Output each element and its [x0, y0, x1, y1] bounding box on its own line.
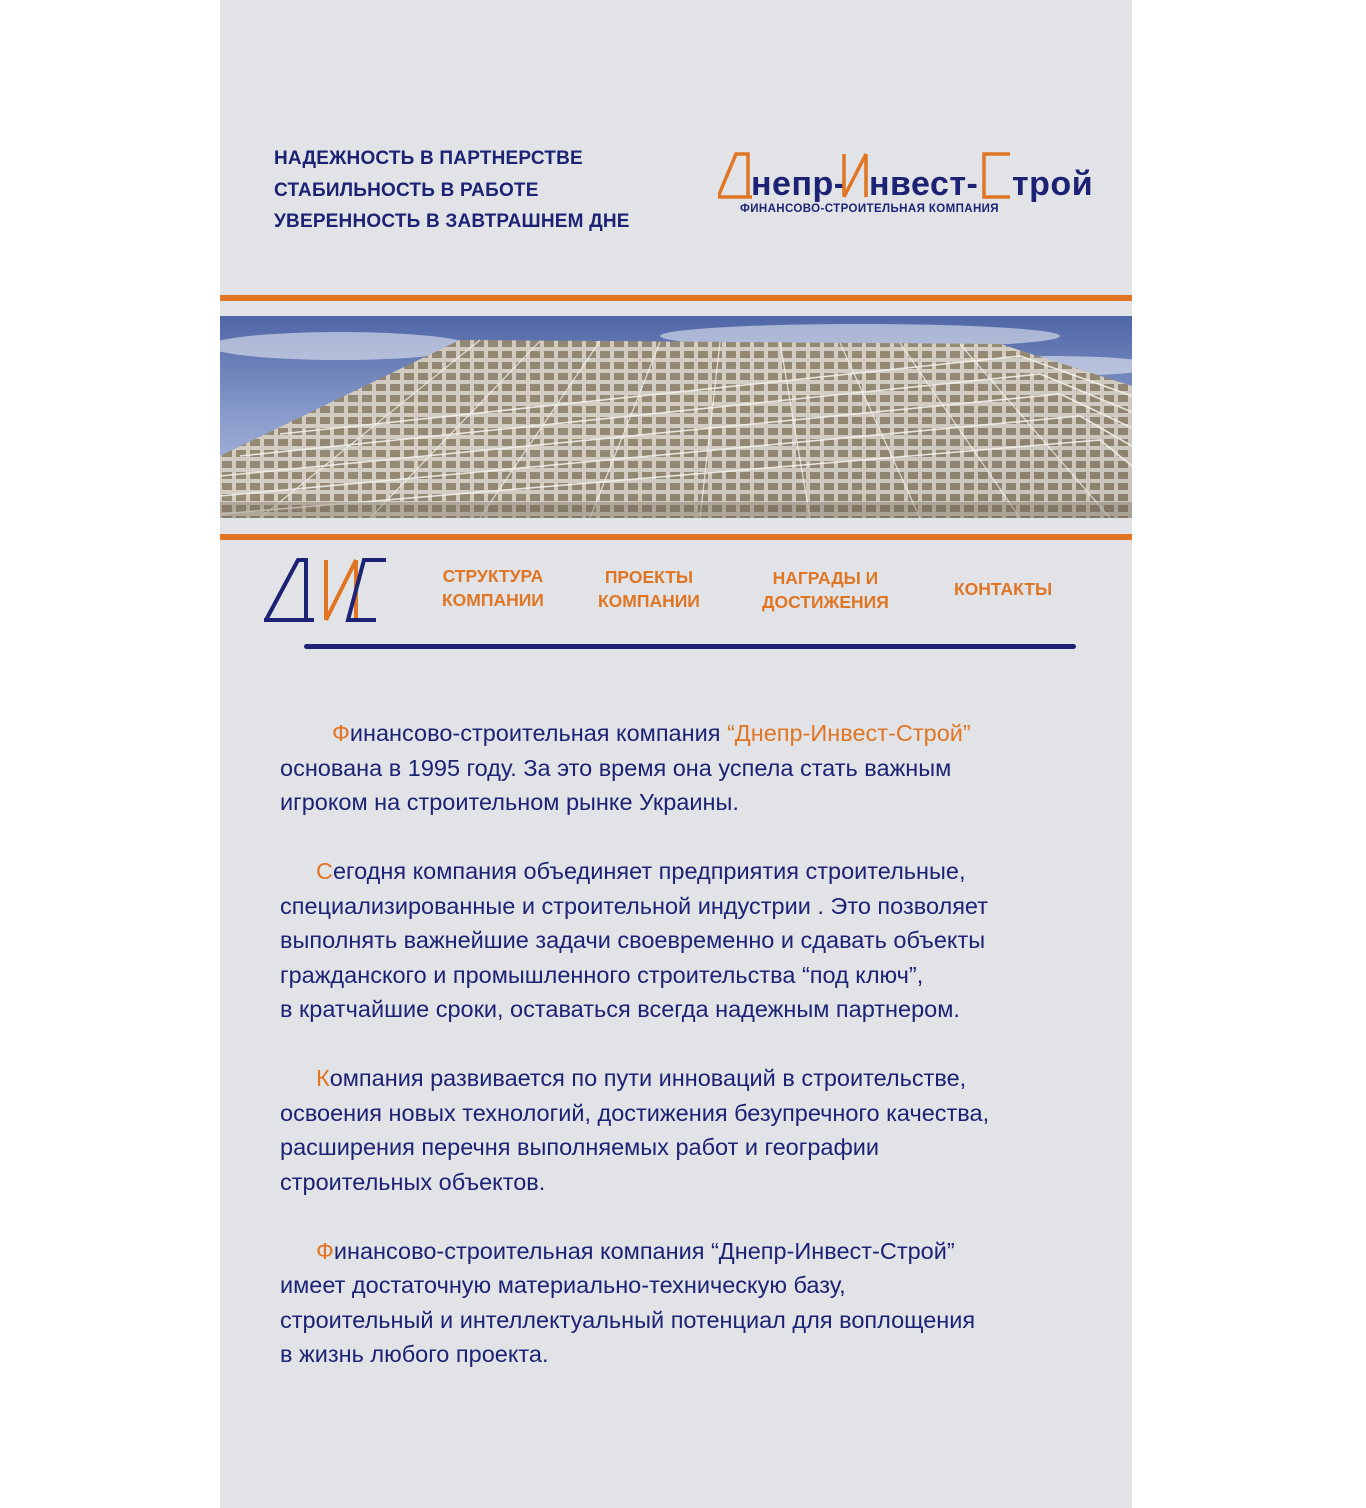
- text-line: освоения новых технологий, достижения безупречного качества,: [280, 1099, 990, 1126]
- nav-label-line: КОМПАНИИ: [442, 590, 544, 610]
- nav-label-line: ДОСТИЖЕНИЯ: [762, 592, 889, 612]
- text-line: основана в 1995 году. За это время она успела стать важным: [280, 754, 952, 781]
- paragraph-innovation: [280, 1061, 1100, 1199]
- text-line: [280, 716, 1100, 751]
- nav-logo-mark[interactable]: [264, 550, 390, 626]
- divider-bottom: [220, 534, 1132, 540]
- building-banner-image: [220, 316, 1132, 518]
- nav-label-line: КОМПАНИИ: [598, 591, 700, 611]
- dis-monogram-icon: [264, 550, 390, 626]
- svg-text:непр-: непр-: [751, 165, 846, 203]
- nav-label-line: КОНТАКТЫ: [954, 579, 1053, 599]
- company-name-highlight: “Днепр-Инвест-Строй”: [726, 720, 971, 746]
- text-line: игроком на строительном рынке Украины.: [280, 789, 739, 815]
- text-line: в жизнь любого проекта.: [280, 1341, 549, 1367]
- text-line: строительных объектов.: [280, 1168, 546, 1195]
- text-line: имеет достаточную материально-техническую базу,: [280, 1272, 846, 1298]
- paragraph-about: [280, 716, 1100, 820]
- text-fragment: омпания развивается по пути инноваций в строительстве,: [329, 1065, 967, 1091]
- slogan-line: СТАБИЛЬНОСТЬ В РАБОТЕ: [274, 179, 539, 201]
- text-fragment: егодня компания объединяет предприятия строительные,: [332, 858, 966, 884]
- svg-text:нвест-: нвест-: [869, 165, 979, 203]
- text-line: гражданского и промышленного строительства “под ключ”,: [280, 961, 924, 988]
- text-line: строительный и интеллектуальный потенциал для воплощения: [280, 1306, 976, 1333]
- building-photo: [220, 316, 1132, 518]
- drop-cap: Ф: [316, 1237, 334, 1264]
- header-slogans: [274, 143, 630, 238]
- main-content: [280, 716, 1100, 1406]
- paragraph-resources: [280, 1234, 1100, 1372]
- page: [220, 0, 1132, 1508]
- text-line: специализированные и строительной индустрии . Это позволяет: [280, 892, 988, 919]
- nav-label-line: НАГРАДЫ И: [772, 568, 879, 588]
- paragraph-today: [280, 854, 1100, 1027]
- company-logo-wordmark: [718, 140, 1118, 204]
- nav-item-projects[interactable]: [598, 565, 700, 613]
- text-fragment: инансово-строительная компания: [349, 720, 727, 746]
- nav-label-line: СТРУКТУРА: [442, 566, 544, 586]
- nav-underline: [304, 644, 1076, 649]
- drop-cap: Ф: [332, 720, 350, 746]
- company-logo[interactable]: [718, 140, 1118, 230]
- logo-subtitle: ФИНАНСОВО-СТРОИТЕЛЬНАЯ КОМПАНИЯ: [740, 203, 999, 215]
- nav-item-structure[interactable]: [442, 564, 544, 612]
- divider-top: [220, 295, 1132, 301]
- slogan-line: УВЕРЕННОСТЬ В ЗАВТРАШНЕМ ДНЕ: [274, 211, 630, 232]
- nav-label-line: ПРОЕКТЫ: [604, 567, 694, 587]
- text-line: выполнять важнейшие задачи своевременно и сдавать объекты: [280, 927, 986, 953]
- nav-item-awards[interactable]: [762, 566, 889, 614]
- text-line: [280, 1234, 1100, 1269]
- text-line: расширения перечня выполняемых работ и географии: [280, 1134, 880, 1160]
- text-line: [280, 1061, 1100, 1096]
- nav-item-contacts[interactable]: [954, 577, 1052, 601]
- text-fragment: инансово-строительная компания “Днепр-Инвест-Строй”: [333, 1237, 955, 1264]
- text-line: в кратчайшие сроки, оставаться всегда надежным партнером.: [280, 996, 960, 1022]
- svg-text:трой: трой: [1012, 165, 1094, 203]
- slogan-line: НАДЕЖНОСТЬ В ПАРТНЕРСТВЕ: [274, 148, 583, 169]
- drop-cap: К: [316, 1065, 330, 1091]
- drop-cap: С: [316, 858, 333, 884]
- text-line: [280, 854, 1100, 889]
